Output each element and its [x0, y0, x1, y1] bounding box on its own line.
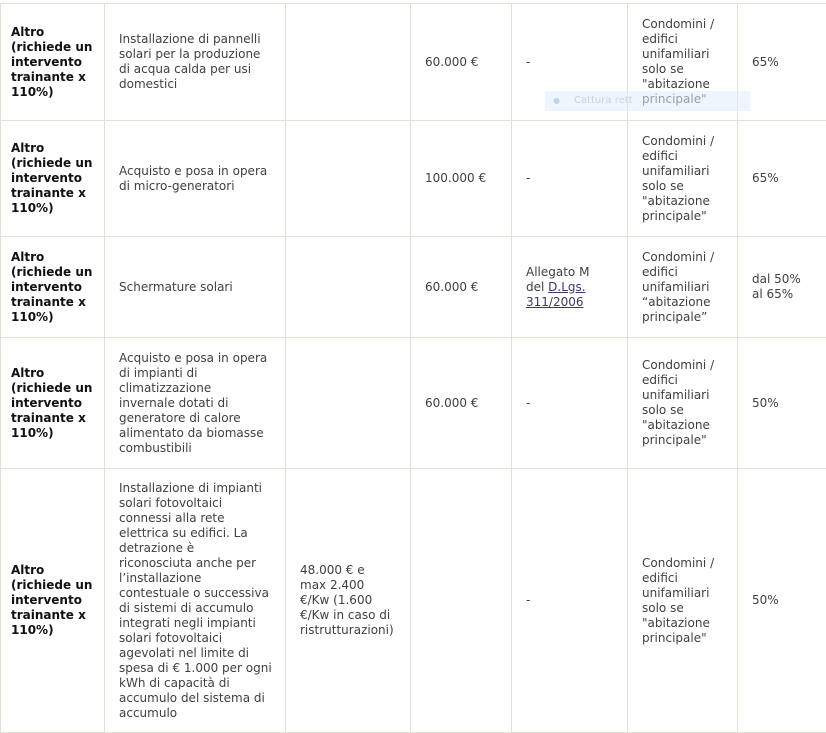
requirements-cell: - — [512, 4, 628, 121]
rate-cell: dal 50% al 65% — [738, 237, 826, 338]
requirements-cell: - — [512, 338, 628, 469]
tooltip-text: Cattura rett — [573, 95, 633, 106]
rate-cell: 65% — [738, 4, 826, 121]
amount-cell: 100.000 € — [411, 121, 512, 237]
incentives-table — [0, 3, 826, 733]
description-cell: Schermature solari — [105, 237, 286, 338]
amount-cell — [411, 469, 512, 733]
limit-cell: 48.000 € e max 2.400 €/Kw (1.600 €/Kw in caso di ristrutturazioni) — [286, 469, 411, 733]
description-cell: Installazione di impianti solari fotovoltaici connessi alla rete elettrica su edifici. La detrazione è riconosciuta anche per l’installazione contestuale o successiva di sistemi di accumulo integrati negli impianti solari fotovoltaici agevolati nel limite di spesa di € 1.000 per ogni kWh di capacità di accumulo del sistema di accumulo — [105, 469, 286, 733]
category-cell: Altro (richiede un intervento trainante x 110%) — [1, 237, 105, 338]
category-cell: Altro (richiede un intervento trainante x 110%) — [1, 469, 105, 733]
beneficiaries-cell: Condomini / edifici unifamiliari solo se "abitazione — [628, 4, 738, 121]
rate-cell: 50% — [738, 338, 826, 469]
beneficiaries-cell: Condomini / edifici unifamiliari “abitazione principale” — [628, 237, 738, 338]
table-row — [1, 121, 826, 237]
amount-cell: 60.000 € — [411, 237, 512, 338]
dlgs-link[interactable]: D.Lgs. 311/2006 — [526, 279, 586, 309]
rate-cell: 50% — [738, 469, 826, 733]
category-cell: Altro (richiede un intervento trainante x 110%) — [1, 121, 105, 237]
requirements-cell: - — [512, 469, 628, 733]
limit-cell — [286, 4, 411, 121]
table-row — [1, 338, 826, 469]
tooltip-dot-icon: ● — [553, 96, 560, 105]
description-cell: Acquisto e posa in opera di impianti di climatizzazione invernale dotati di generatore di calore alimentato da biomasse combustibili — [105, 338, 286, 469]
screenshot-tool-tooltip — [545, 91, 750, 111]
category-cell: Altro (richiede un intervento trainante x 110%) — [1, 338, 105, 469]
beneficiaries-cell: Condomini / edifici unifamiliari solo se "abitazione principale" — [628, 338, 738, 469]
description-cell: Acquisto e posa in opera di micro-generatori — [105, 121, 286, 237]
requirements-prefix: Allegato M del — [526, 264, 590, 294]
beneficiaries-cell: Condomini / edifici unifamiliari solo se "abitazione principale" — [628, 121, 738, 237]
beneficiaries-cell: Condomini / edifici unifamiliari solo se "abitazione principale" — [628, 469, 738, 733]
requirements-cell — [512, 237, 628, 338]
limit-cell — [286, 121, 411, 237]
requirements-cell: - — [512, 121, 628, 237]
category-cell: Altro (richiede un intervento trainante x 110%) — [1, 4, 105, 121]
limit-cell — [286, 237, 411, 338]
limit-cell — [286, 338, 411, 469]
amount-cell: 60.000 € — [411, 338, 512, 469]
table-row — [1, 237, 826, 338]
amount-cell: 60.000 € — [411, 4, 512, 121]
table-row — [1, 469, 826, 733]
rate-cell: 65% — [738, 121, 826, 237]
description-cell: Installazione di pannelli solari per la produzione di acqua calda per usi domestici — [105, 4, 286, 121]
